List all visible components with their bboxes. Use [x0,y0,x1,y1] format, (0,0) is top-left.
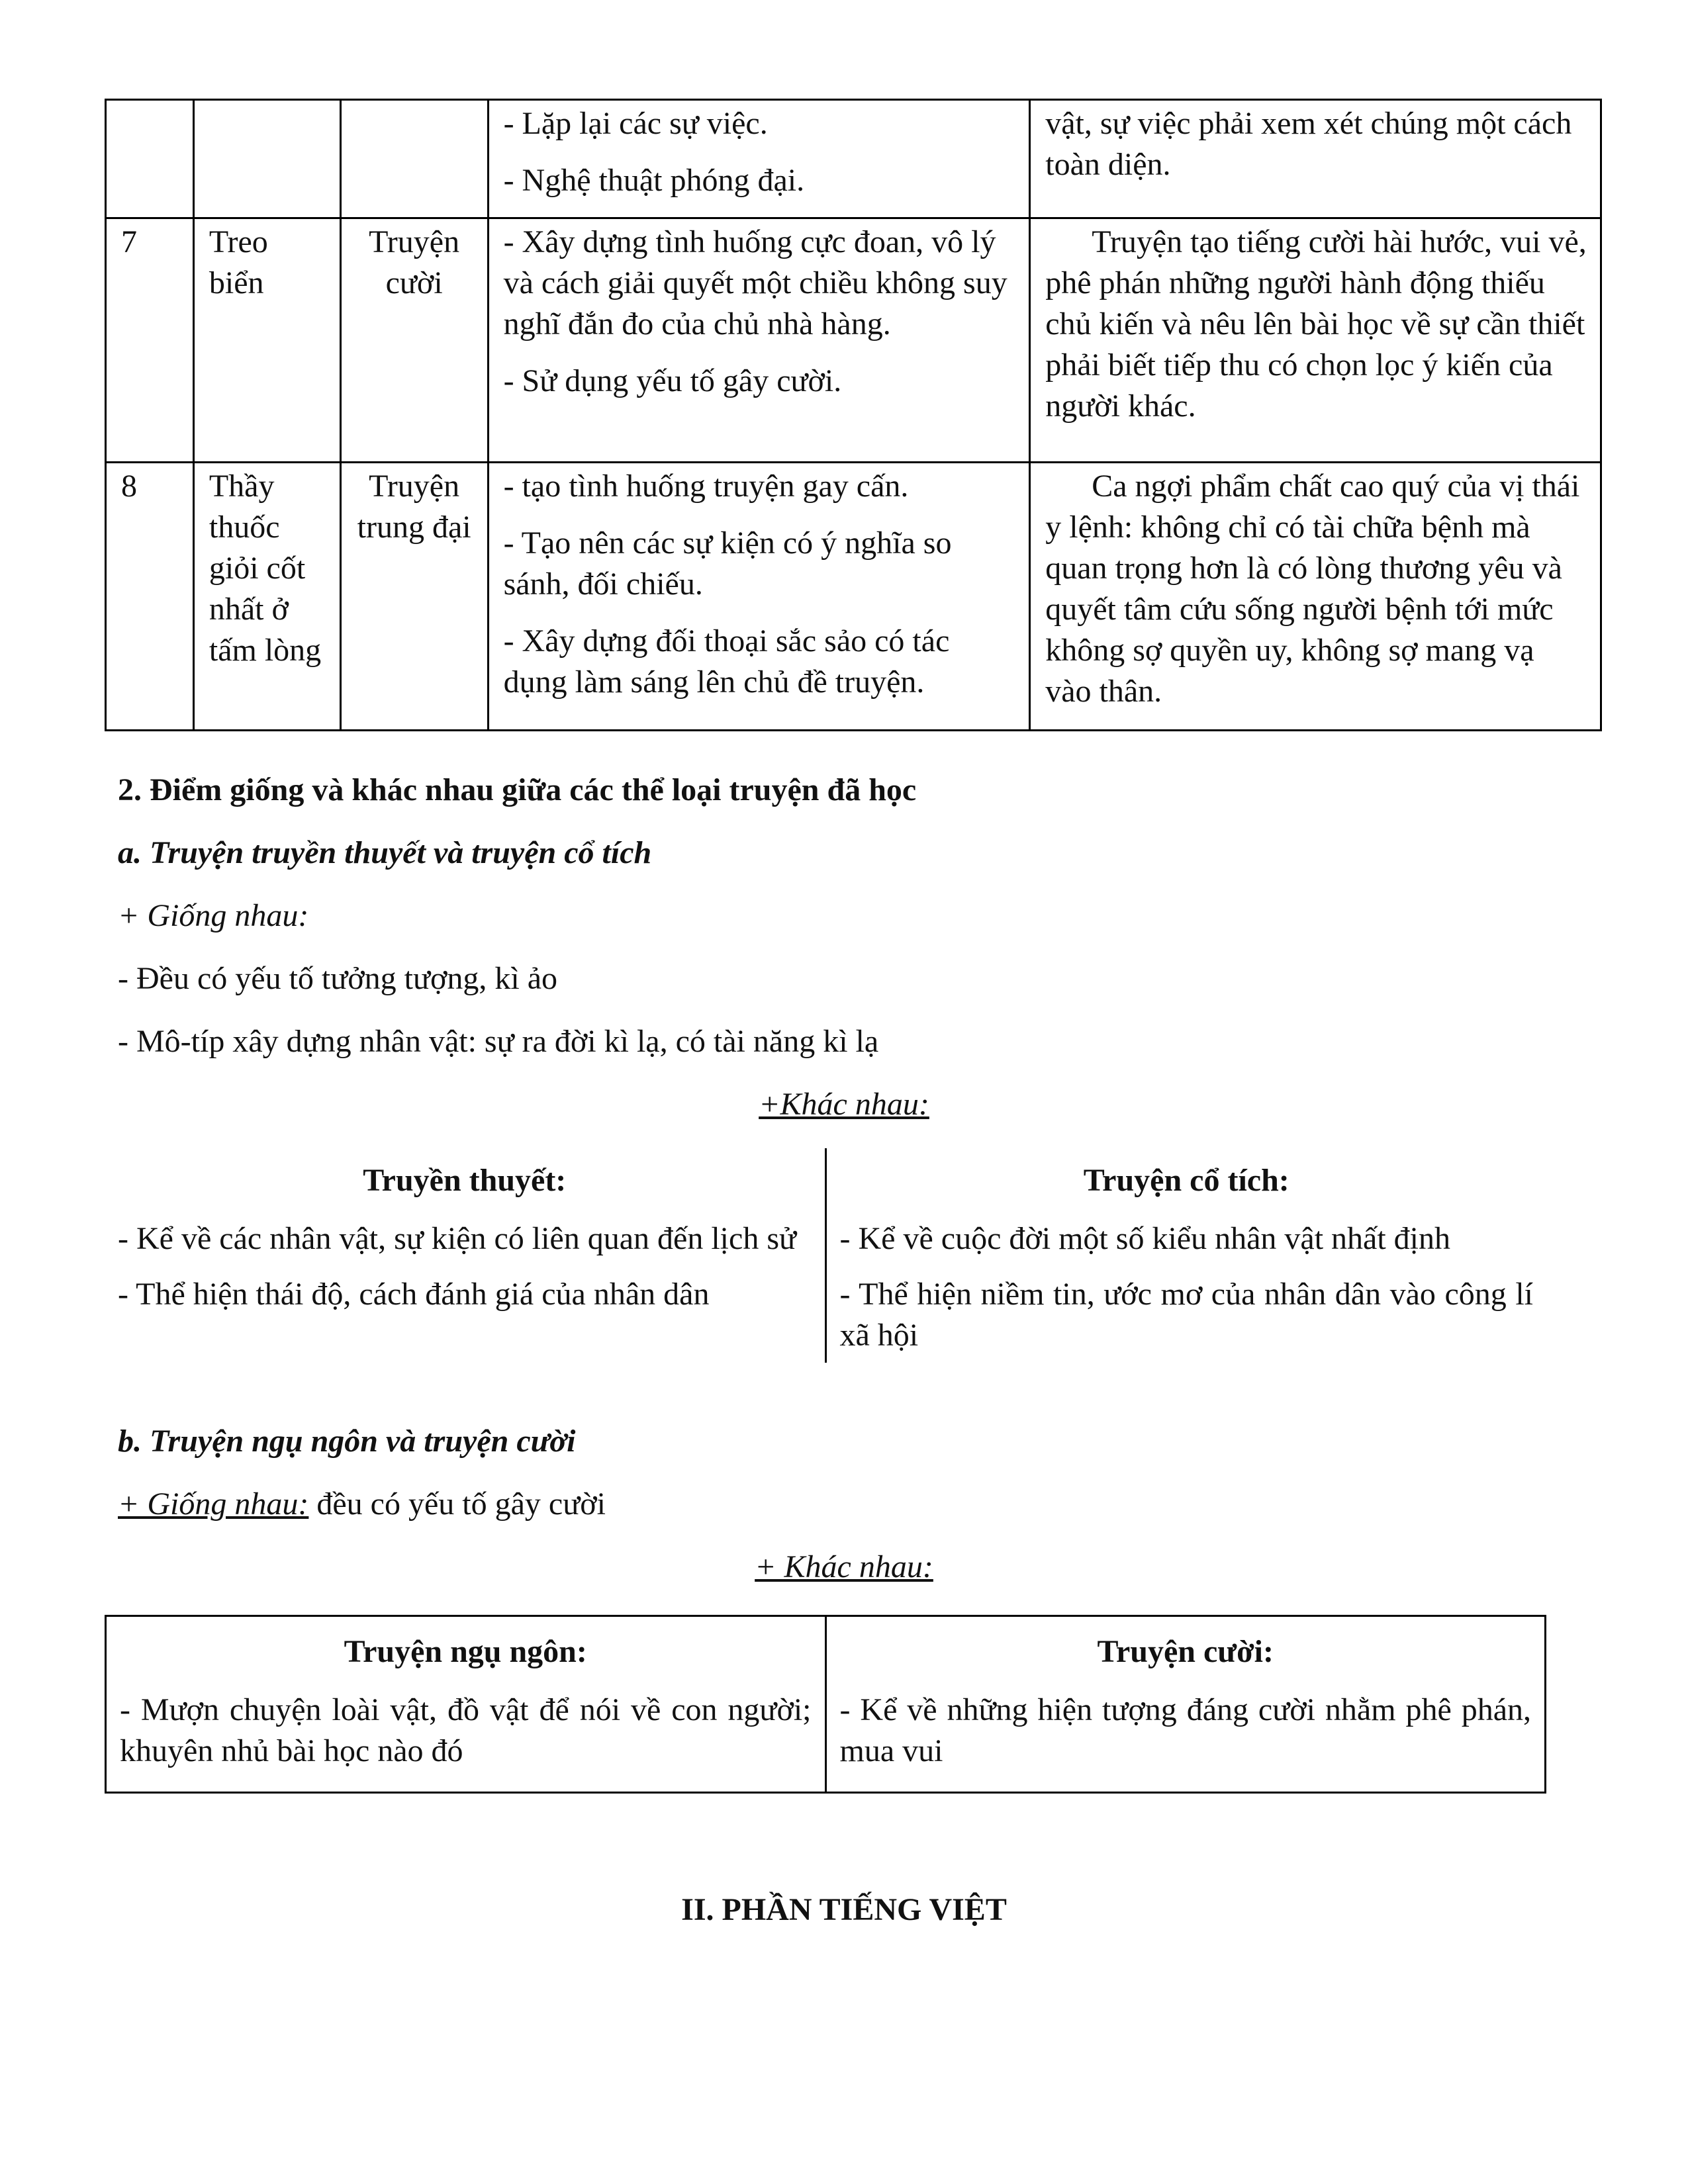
column-head: Truyền thuyết: [363,1163,567,1198]
art-point: - Tạo nên các sự kiện có ý nghĩa so sánh, đối chiếu. [503,525,952,602]
part-b-similar-label: + Giống nhau: [118,1486,309,1522]
column-item: - Kể về những hiện tượng đáng cười nhằm phê phán, mua vui [839,1692,1531,1768]
content-text: Ca ngợi phẩm chất cao quý của vị thái y lệnh: không chỉ có tài chữa bệnh mà quan trọng hơn là có lòng thương yêu và quyết tâm cứu sống người bệnh tới mức không sợ quyền uy, không sợ mang vạ vào thân. [1045,469,1580,709]
art-point: - Xây dựng đối thoại sắc sảo có tác dụng làm sáng lên chủ đề truyện. [503,623,950,700]
part-b-heading: b. Truyện ngụ ngôn và truyện cười [118,1424,576,1459]
column-head: Truyện ngụ ngôn: [344,1634,587,1669]
column-head: Truyện cổ tích: [1083,1163,1289,1198]
part-b-diff-label: + Khác nhau: [755,1549,933,1584]
part-a-similar-item: - Đều có yếu tố tưởng tượng, kì ảo [118,961,558,996]
art-features-cell [488,100,1030,218]
column-item: - Thể hiện niềm tin, ước mơ của nhân dân vào công lí xã hội [839,1277,1533,1353]
table-row [106,463,1601,731]
part-b-similar [118,1484,606,1525]
row-number: 7 [106,218,194,463]
story-genre: Truyện cười [340,218,488,463]
table-row [105,1148,1546,1363]
column-item: - Thể hiện thái độ, cách đánh giá của nhân dân [118,1277,710,1312]
art-point: - Xây dựng tình huống cực đoan, vô lý và cách giải quyết một chiều không suy nghĩ đắn đo của chủ nhà hàng. [503,224,1008,341]
art-point: - Lặp lại các sự việc. [503,106,768,141]
joke-column [825,1616,1546,1793]
content-text: vật, sự việc phải xem xét chúng một cách toàn diện. [1045,106,1572,182]
story-genre [340,100,488,218]
content-cell [1030,100,1601,218]
art-point: - Nghệ thuật phóng đại. [503,163,805,198]
story-genre: Truyện trung đại [340,463,488,731]
legend-vs-fairytale-table [105,1148,1546,1363]
part-a-similar-label: + Giống nhau: [118,898,309,933]
table-row [106,100,1601,218]
content-cell [1030,218,1601,463]
column-item: - Kể về cuộc đời một số kiểu nhân vật nhất định [839,1221,1450,1256]
column-item: - Mượn chuyện loài vật, đồ vật để nói về con người; khuyên nhủ bài học nào đó [120,1692,812,1768]
column-item: - Kể về các nhân vật, sự kiện có liên quan đến lịch sử [118,1221,797,1256]
section-2-heading: 2. Điểm giống và khác nhau giữa các thể loại truyện đã học [118,772,917,807]
art-point: - tạo tình huống truyện gay cấn. [503,469,909,504]
fable-vs-joke-table [105,1615,1546,1794]
table-row [106,218,1601,463]
row-number [106,100,194,218]
part-a-heading: a. Truyện truyền thuyết và truyện cổ tích [118,835,652,870]
table-row [106,1616,1546,1793]
part-a-diff-label: +Khác nhau: [759,1087,929,1122]
content-text: Truyện tạo tiếng cười hài hước, vui vẻ, phê phán những người hành động thiếu chủ kiến và nêu lên bài học về sự cần thiết phải biết tiếp thu có chọn lọc ý kiến của người khác. [1045,224,1587,424]
part-a-similar-item: - Mô-típ xây dựng nhân vật: sự ra đời kì lạ, có tài năng kì lạ [118,1024,879,1059]
content-cell [1030,463,1601,731]
column-head: Truyện cười: [1097,1634,1274,1669]
story-title: Treo biển [193,218,340,463]
fable-column [106,1616,826,1793]
art-features-cell [488,463,1030,731]
fairytale-column [825,1148,1546,1363]
story-title: Thầy thuốc giỏi cốt nhất ở tấm lòng [193,463,340,731]
legend-column [105,1148,825,1363]
art-point: - Sử dụng yếu tố gây cười. [503,363,842,398]
section-ii-heading: II. PHẦN TIẾNG VIỆT [681,1892,1007,1927]
row-number: 8 [106,463,194,731]
art-features-cell [488,218,1030,463]
story-summary-table [105,99,1602,731]
story-title [193,100,340,218]
part-b-similar-text: đều có yếu tố gây cười [308,1486,606,1522]
